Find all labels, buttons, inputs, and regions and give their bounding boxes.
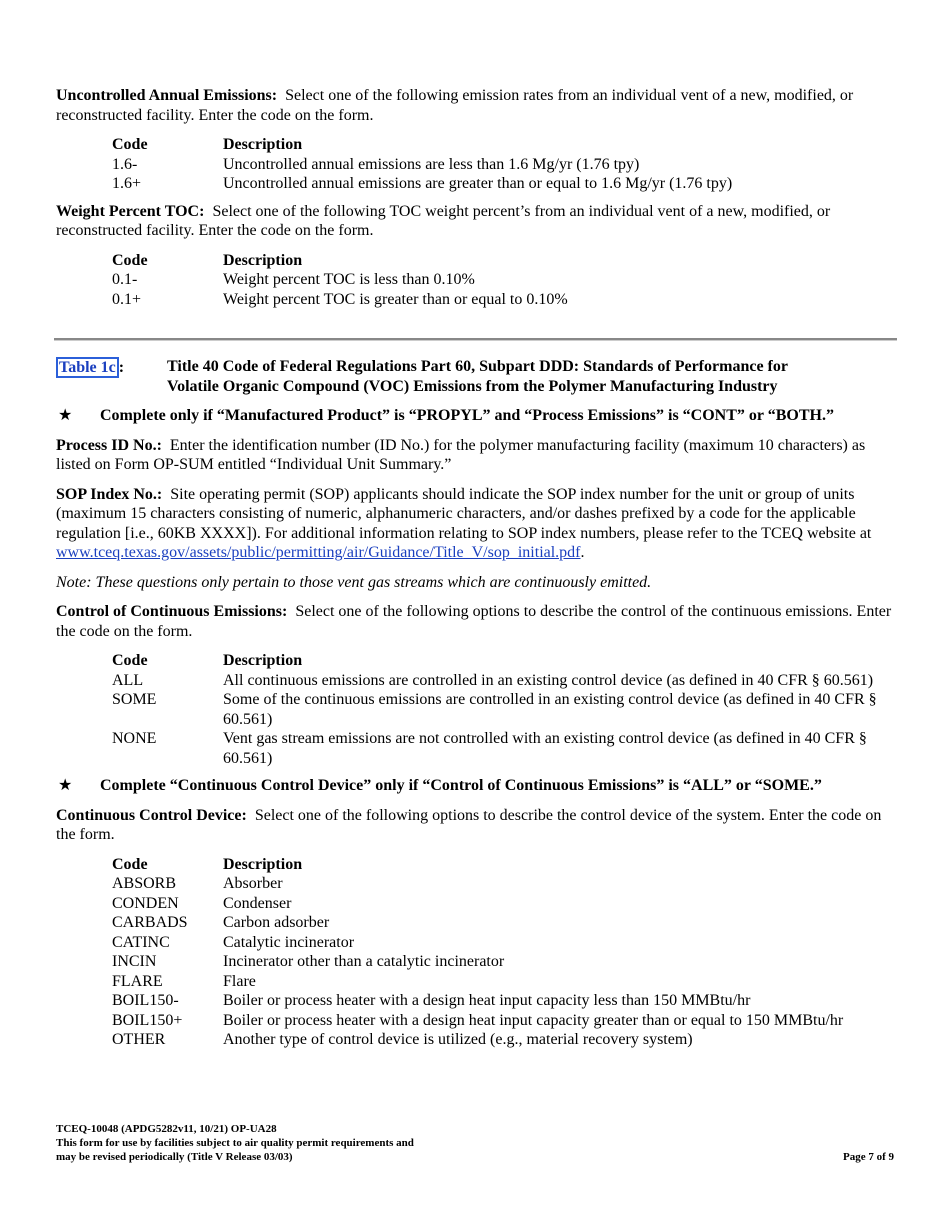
table-row [112, 671, 893, 691]
form-id: TCEQ-10048 (APDG5282v11, 10/21) OP-UA28 [56, 1123, 277, 1135]
process-id-label: Process ID No.: [56, 436, 162, 454]
table-row [112, 972, 893, 992]
description-cell: Another type of control device is utilized (e.g., material recovery system) [223, 1031, 693, 1048]
description-cell: Weight percent TOC is greater than or equal to 0.10% [223, 290, 568, 308]
section-divider [54, 338, 897, 341]
table-row [112, 913, 893, 933]
instruction-text: Complete “Continuous Control Device” only if “Control of Continuous Emissions” is “ALL” or “SOME.” [100, 777, 822, 794]
table-header-row [112, 651, 893, 671]
code-cell: BOIL150- [112, 992, 179, 1009]
table-row [112, 174, 893, 194]
description-cell: Carbon adsorber [223, 914, 330, 931]
description-header: Description [223, 855, 303, 873]
sop-index-paragraph: SOP Index No.: Site operating permit (SOP) applicants should indicate the SOP index number for the unit or group of units (maximum 15 characters consisting of numeric, alphanumeric characters, and/or dashes prefixed by a code for the applicable regulation [i.e., 60KB XXXX]). For additional information relating to SOP index numbers, please refer to the TCEQ website at www.tceq.texas.gov/assets/public/permitting/air/Guidance/Title_V/sop_initial.pdf. [56, 485, 872, 561]
code-cell: NONE [112, 730, 157, 747]
description-cell: Boiler or process heater with a design heat input capacity less than 150 MMBtu/hr [223, 992, 751, 1009]
description-cell: Absorber [223, 875, 283, 892]
table-header-row [112, 855, 893, 875]
toc-text: Select one of the following TOC weight percent’s from an individual vent of a new, modified, or reconstructed facility. Enter the code on the form. [56, 202, 831, 239]
description-cell: Vent gas stream emissions are not controlled with an existing control device (as defined in 40 CFR § 60.561) [223, 730, 867, 767]
description-cell: Boiler or process heater with a design heat input capacity greater than or equal to 150 MMBtu/hr [223, 1011, 844, 1029]
process-id-text: Enter the identification number (ID No.) for the polymer manufacturing facility (maximum 10 characters) as listed on Form OP-SUM entitled “Individual Unit Summary.” [56, 436, 866, 473]
description-cell: Condenser [223, 894, 292, 912]
device-paragraph [56, 806, 896, 845]
sop-index-label: SOP Index No.: [56, 485, 163, 503]
table-row [112, 1030, 893, 1050]
table-header-row [112, 251, 893, 271]
device-code-table [112, 855, 893, 1050]
code-cell: 1.6- [112, 155, 138, 173]
footer-notice-line2: may be revised periodically (Title V Release 03/03) [56, 1151, 293, 1163]
code-header: Code [112, 251, 148, 269]
code-cell: ABSORB [112, 875, 177, 892]
table-row [112, 991, 893, 1011]
uncontrolled-text: Select one of the following emission rates from an individual vent of a new, modified, or reconstructed facility. Enter the code on the form. [56, 87, 854, 124]
code-cell: CATINC [112, 933, 170, 951]
device-text: Select one of the following options to describe the control device of the system. Enter the code on the form. [56, 806, 882, 843]
code-header: Code [112, 855, 148, 873]
control-text: Select one of the following options to describe the control of the continuous emissions. Enter the code on the form. [56, 603, 892, 640]
table-row [112, 155, 893, 175]
description-cell: Catalytic incinerator [223, 933, 355, 951]
control-label: Control of Continuous Emissions: [56, 603, 288, 620]
description-cell: Uncontrolled annual emissions are greater than or equal to 1.6 Mg/yr (1.76 tpy) [223, 175, 733, 192]
table-title-line2: Volatile Organic Compound (VOC) Emissions from the Polymer Manufacturing Industry [167, 377, 778, 395]
code-cell: 0.1+ [112, 290, 142, 308]
code-header: Code [112, 136, 148, 153]
instruction-line [56, 406, 896, 426]
subpart-ddd-section [56, 406, 896, 1058]
uncontrolled-label: Uncontrolled Annual Emissions: [56, 87, 278, 104]
table-row [112, 874, 893, 894]
toc-label: Weight Percent TOC: [56, 202, 205, 220]
table-label-colon: : [118, 359, 125, 376]
uncontrolled-paragraph [56, 86, 896, 125]
description-cell: Some of the continuous emissions are controlled in an existing control device (as defined in 40 CFR § 60.561) [223, 691, 877, 728]
toc-paragraph [56, 202, 896, 241]
code-cell: SOME [112, 691, 157, 708]
note-text: Note: These questions only pertain to those vent gas streams which are continuously emitted. [56, 573, 652, 591]
description-header: Description [223, 251, 303, 269]
code-cell: BOIL150+ [112, 1011, 183, 1029]
top-section [56, 86, 896, 317]
footer-notice-line1: This form for use by facilities subject to air quality permit requirements and [56, 1137, 414, 1149]
code-cell: 0.1- [112, 271, 138, 288]
table-row [112, 729, 893, 768]
description-header: Description [223, 652, 303, 669]
control-paragraph [56, 602, 896, 641]
description-cell: All continuous emissions are controlled in an existing control device (as defined in 40 CFR § 60.561) [223, 671, 874, 689]
code-cell: CARBADS [112, 914, 188, 931]
table-row [112, 952, 893, 972]
page-footer [56, 1122, 896, 1164]
table-row [112, 690, 893, 729]
table-row [112, 1011, 893, 1031]
table-row [112, 933, 893, 953]
control-code-table [112, 651, 893, 768]
code-cell: CONDEN [112, 894, 179, 912]
table-1c-link[interactable]: Table 1c [56, 357, 119, 378]
uncontrolled-code-table [112, 135, 893, 194]
page-number: Page 7 of 9 [842, 1151, 894, 1163]
sop-index-text: Site operating permit (SOP) applicants should indicate the SOP index number for the unit or group of units (maximum 15 characters consisting of numeric, alphanumeric characters, and/or dashes prefixed by a code for the applicable regulation [i.e., 60KB XXXX]). For additional information relating to SOP index numbers, please refer to the TCEQ website at [56, 485, 872, 542]
tceq-website-link[interactable]: www.tceq.texas.gov/assets/public/permitting/air/Guidance/Title_V/sop_initial.pdf [56, 544, 581, 561]
description-cell: Weight percent TOC is less than 0.10% [223, 271, 475, 288]
code-cell: FLARE [112, 972, 163, 990]
star-icon: ★ [58, 407, 73, 424]
process-id-paragraph [56, 436, 896, 475]
description-cell: Flare [223, 972, 256, 990]
device-label: Continuous Control Device: [56, 806, 247, 824]
table-header-row [112, 135, 893, 155]
code-cell: OTHER [112, 1031, 166, 1048]
instruction-line [56, 776, 896, 796]
toc-code-table [112, 251, 893, 310]
table-row [112, 270, 893, 290]
table-row [112, 894, 893, 914]
code-cell: ALL [112, 671, 144, 689]
description-cell: Uncontrolled annual emissions are less than 1.6 Mg/yr (1.76 tpy) [223, 155, 640, 173]
table-title-line1: Title 40 Code of Federal Regulations Part 60, Subpart DDD: Standards of Performance for [167, 358, 788, 375]
instruction-text: Complete only if “Manufactured Product” is “PROPYL” and “Process Emissions” is “CONT” or “BOTH.” [100, 407, 834, 424]
description-cell: Incinerator other than a catalytic incinerator [223, 953, 505, 970]
code-header: Code [112, 652, 148, 669]
star-icon: ★ [58, 777, 73, 794]
code-cell: 1.6+ [112, 175, 142, 192]
table-heading [56, 357, 896, 396]
code-cell: INCIN [112, 953, 157, 970]
table-row [112, 290, 893, 310]
description-header: Description [223, 136, 303, 153]
